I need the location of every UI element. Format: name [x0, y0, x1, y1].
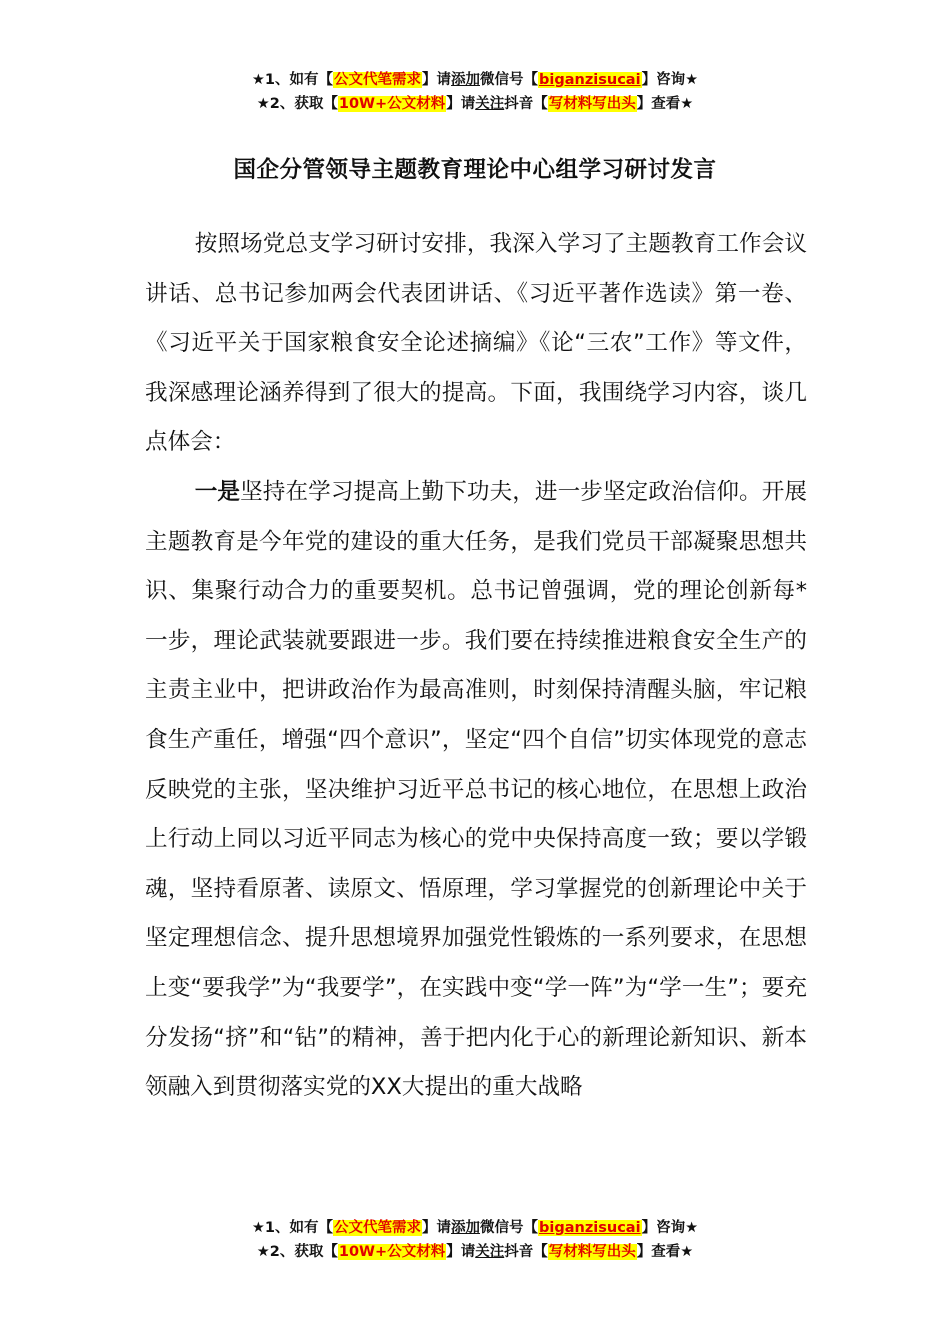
banner-text: 】请	[422, 72, 452, 88]
banner-text: 抖音【	[504, 96, 548, 112]
banner-text: 】请	[446, 1244, 476, 1260]
banner-line-2	[0, 1240, 950, 1264]
banner-text: 】查看★	[636, 1244, 694, 1260]
banner-text: 】咨询★	[641, 72, 699, 88]
banner-text: 】请	[422, 1220, 452, 1236]
paragraph-point-one	[145, 468, 807, 1113]
banner-text: 】请	[446, 96, 476, 112]
wechat-id-link[interactable]: biganzisucai	[539, 72, 641, 88]
banner-text: 微信号【	[480, 1220, 539, 1236]
banner-text: 抖音【	[504, 1244, 548, 1260]
banner-underlined-text: 关注	[475, 96, 505, 112]
banner-text: ★2、获取【	[256, 1244, 338, 1260]
banner-text: 】咨询★	[641, 1220, 699, 1236]
highlight-materials: 10W+公文材料	[338, 96, 446, 112]
douyin-account-highlight: 写材料写出头	[548, 1244, 636, 1260]
bottom-banner	[0, 1216, 950, 1264]
banner-line-2	[0, 92, 950, 116]
banner-text: ★1、如有【	[251, 1220, 334, 1236]
douyin-account-highlight: 写材料写出头	[548, 96, 636, 112]
wechat-id-link[interactable]: biganzisucai	[539, 1220, 641, 1236]
top-banner	[0, 68, 950, 116]
document-title: 国企分管领导主题教育理论中心组学习研讨发言	[233, 157, 717, 183]
paragraph-lead: 一是	[194, 478, 241, 505]
highlight-service: 公文代笔需求	[334, 72, 422, 88]
banner-text: ★2、获取【	[256, 96, 338, 112]
banner-line-1	[0, 68, 950, 92]
banner-underlined-text: 添加	[451, 72, 481, 88]
banner-underlined-text: 关注	[475, 1244, 505, 1260]
banner-text: ★1、如有【	[251, 72, 334, 88]
banner-text: 】查看★	[636, 96, 694, 112]
paragraph-text: 坚持在学习提高上勤下功夫，进一步坚定政治信仰。开展主题教育是今年党的建设的重大任务，是我们党员干部凝聚思想共识、集聚行动合力的重要契机。总书记曾强调，党的理论创新每*一步，理论武装就要跟进一步。我们要在持续推进粮食安全生产的主责主业中，把讲政治作为最高准则，时刻保持清醒头脑，牢记粮食生产重任，增强“四个意识”，坚定“四个自信”切实体现党的意志反映党的主张，坚决维护习近平总书记的核心地位，在思想上政治上行动上同以习近平同志为核心的党中央保持高度一致；要以学锻魂，坚持看原著、读原文、悟原理，学习掌握党的创新理论中关于坚定理想信念、提升思想境界加强党性锻炼的一系列要求，在思想上变“要我学”为“我要学”，在实践中变“学一阵”为“学一生”；要充分发扬“挤”和“钻”的精神，善于把内化于心的新理论新知识、新本领融入到贯彻落实党的XX大提出的重大战略	[145, 478, 808, 1101]
paragraph-intro: 按照场党总支学习研讨安排，我深入学习了主题教育工作会议讲话、总书记参加两会代表团讲话、《习近平著作选读》第一卷、《习近平关于国家粮食安全论述摘编》《论“三农”工作》等文件，我深感理论涵养得到了很大的提高。下面，我围绕学习内容，谈几点体会：	[145, 231, 807, 456]
banner-text: 微信号【	[480, 72, 539, 88]
document-body	[145, 220, 807, 1113]
highlight-materials: 10W+公文材料	[338, 1244, 446, 1260]
banner-underlined-text: 添加	[451, 1220, 481, 1236]
highlight-service: 公文代笔需求	[334, 1220, 422, 1236]
banner-line-1	[0, 1216, 950, 1240]
